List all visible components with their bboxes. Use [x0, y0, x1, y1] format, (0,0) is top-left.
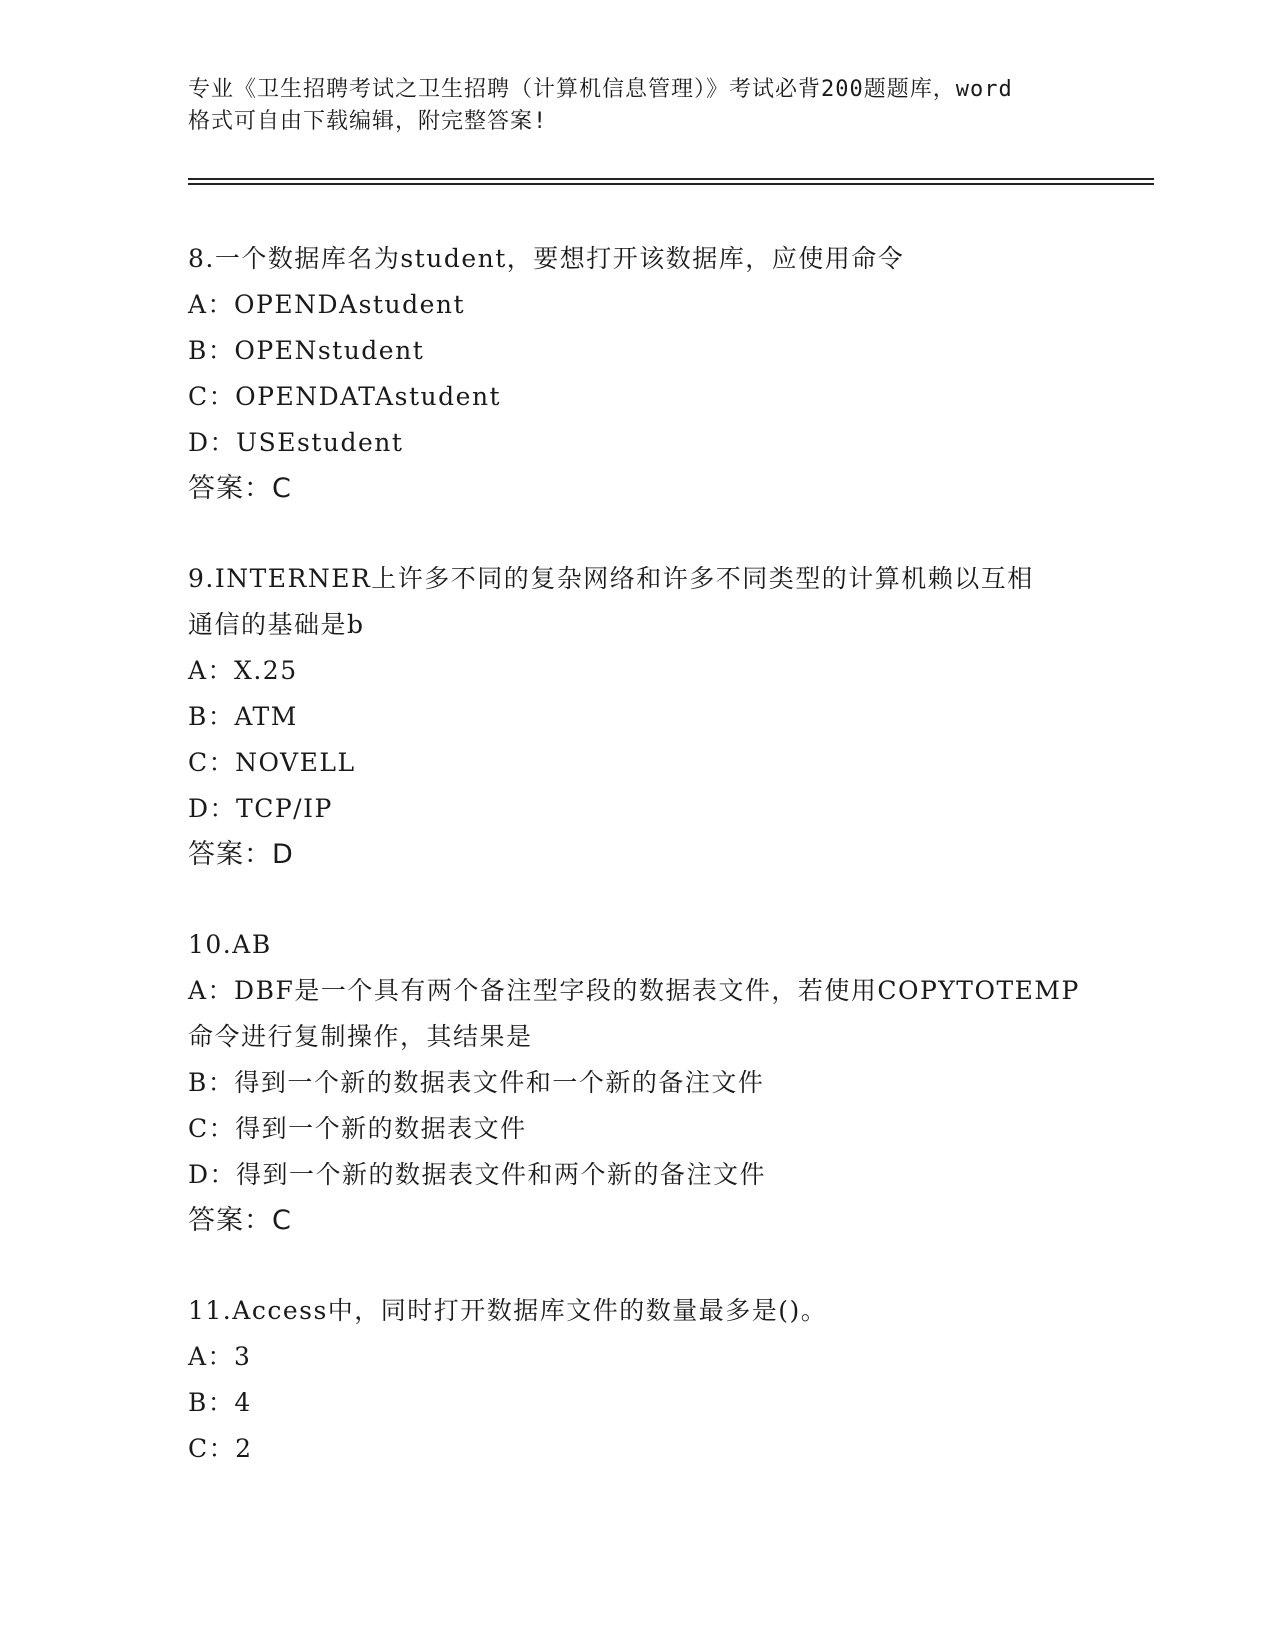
answer: 答案：C [188, 473, 292, 504]
question-9 [188, 556, 1088, 878]
option-a: A：X.25 [188, 656, 298, 685]
question-title: 9.INTERNER上许多不同的复杂网络和许多不同类型的计算机赖以互相 [188, 564, 1034, 593]
question-11 [188, 1288, 1088, 1472]
option-b: B：得到一个新的数据表文件和一个新的备注文件 [188, 1068, 765, 1097]
option-c: C：OPENDATAstudent [188, 382, 502, 411]
option-a-continued: 命令进行复制操作，其结果是 [188, 1022, 533, 1051]
option-d: D：TCP/IP [188, 794, 333, 823]
option-d: D：USEstudent [188, 428, 404, 457]
question-list [188, 236, 1088, 1472]
header-divider-bottom [188, 183, 1154, 185]
header-line-1: 专业《卫生招聘考试之卫生招聘（计算机信息管理）》考试必背200题题库，word [188, 77, 1013, 102]
answer: 答案：D [188, 839, 294, 870]
option-b: B：OPENstudent [188, 336, 425, 365]
option-d: D：得到一个新的数据表文件和两个新的备注文件 [188, 1160, 767, 1189]
option-a: A：DBF是一个具有两个备注型字段的数据表文件，若使用COPYTOTEMP [188, 976, 1080, 1005]
option-b: B：ATM [188, 702, 298, 731]
question-title: 11.Access中，同时打开数据库文件的数量最多是()。 [188, 1296, 828, 1325]
option-c: C：得到一个新的数据表文件 [188, 1114, 527, 1143]
question-title: 10.AB [188, 930, 272, 959]
document-header [188, 74, 1088, 138]
option-a: A：3 [188, 1342, 252, 1371]
header-line-2: 格式可自由下载编辑，附完整答案! [188, 109, 548, 134]
answer: 答案：C [188, 1205, 292, 1236]
option-b: B：4 [188, 1388, 252, 1417]
question-8 [188, 236, 1088, 512]
question-title-continued: 通信的基础是b [188, 610, 365, 639]
option-c: C：NOVELL [188, 748, 356, 777]
question-title: 8.一个数据库名为student，要想打开该数据库，应使用命令 [188, 244, 905, 273]
header-divider-top [188, 178, 1154, 180]
option-a: A：OPENDAstudent [188, 290, 466, 319]
question-10 [188, 922, 1088, 1244]
option-c: C：2 [188, 1434, 253, 1463]
